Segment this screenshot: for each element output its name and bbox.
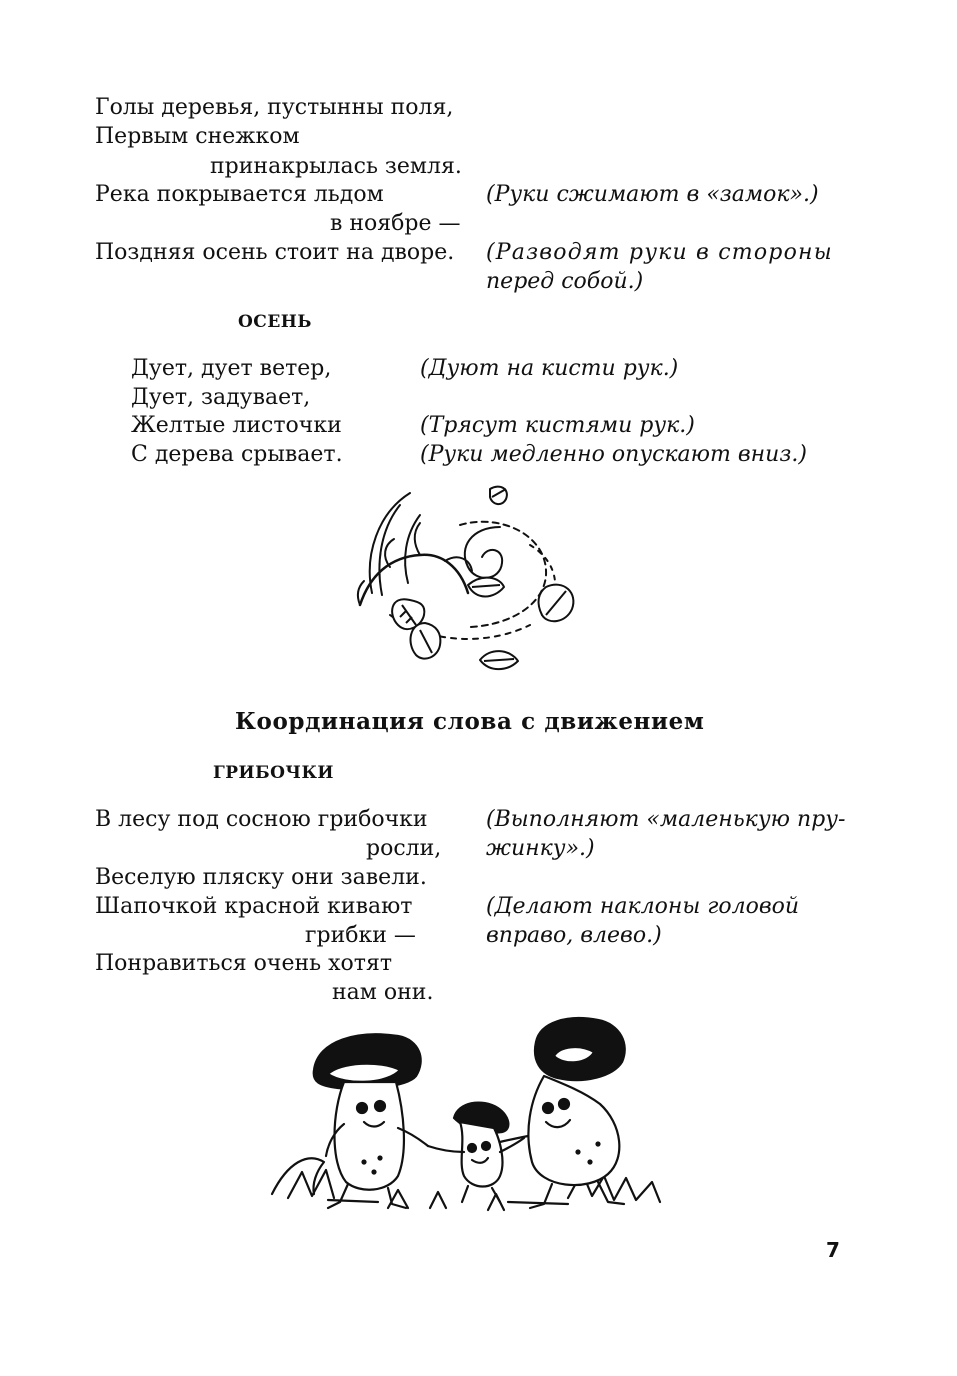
poem3-line-4: Шапочкой красной кивают (95, 894, 413, 919)
dancing-mushrooms-illustration (268, 1012, 668, 1222)
poem3-line-5: грибки — (305, 923, 416, 948)
poem3-line-2: росли, (366, 836, 442, 861)
poem1-line-6: Поздняя осень стоит на дворе. (95, 240, 455, 265)
poem3-action-3: (Делают наклоны головой (486, 894, 800, 919)
poem1-line-3: принакрылась земля. (210, 154, 462, 179)
poem3-line-1: В лесу под сосною грибочки (95, 807, 428, 832)
poem1-line-1: Голы деревья, пустынны поля, (95, 95, 454, 120)
poem2-line-2: Дует, задувает, (131, 385, 311, 410)
poem1-line-4: Река покрывается льдом (95, 182, 384, 207)
poem1-line-5: в ноябре — (330, 211, 461, 236)
poem1-action-1: (Руки сжимают в «замок».) (486, 182, 819, 207)
poem2-action-3: (Руки медленно опускают вниз.) (420, 442, 807, 467)
poem2-line-1: Дует, дует ветер, (131, 356, 332, 381)
page-number: 7 (826, 1238, 840, 1262)
poem3-line-7: нам они. (332, 980, 434, 1005)
poem1-action-2: (Разводят руки в стороны (486, 240, 833, 265)
poem2-line-4: С дерева срывает. (131, 442, 343, 467)
poem3-line-6: Понравиться очень хотят (95, 951, 392, 976)
poem2-action-1: (Дуют на кисти рук.) (420, 356, 679, 381)
poem3-line-3: Веселую пляску они завели. (95, 865, 427, 890)
poem2-line-3: Желтые листочки (131, 413, 342, 438)
poem1-line-2: Первым снежком (95, 124, 300, 149)
poem3-action-1: (Выполняют «маленькую пру- (486, 807, 846, 832)
poem3-title: ГРИБОЧКИ (213, 763, 334, 783)
poem3-action-2: жинку».) (486, 836, 595, 861)
poem3-action-4: вправо, влево.) (486, 923, 662, 948)
wind-leaves-illustration (350, 475, 590, 685)
poem2-action-2: (Трясут кистями рук.) (420, 413, 695, 438)
poem2-title: ОСЕНЬ (238, 312, 312, 332)
section-heading: Координация слова с движением (235, 708, 705, 735)
poem1-action-3: перед собой.) (486, 269, 644, 294)
